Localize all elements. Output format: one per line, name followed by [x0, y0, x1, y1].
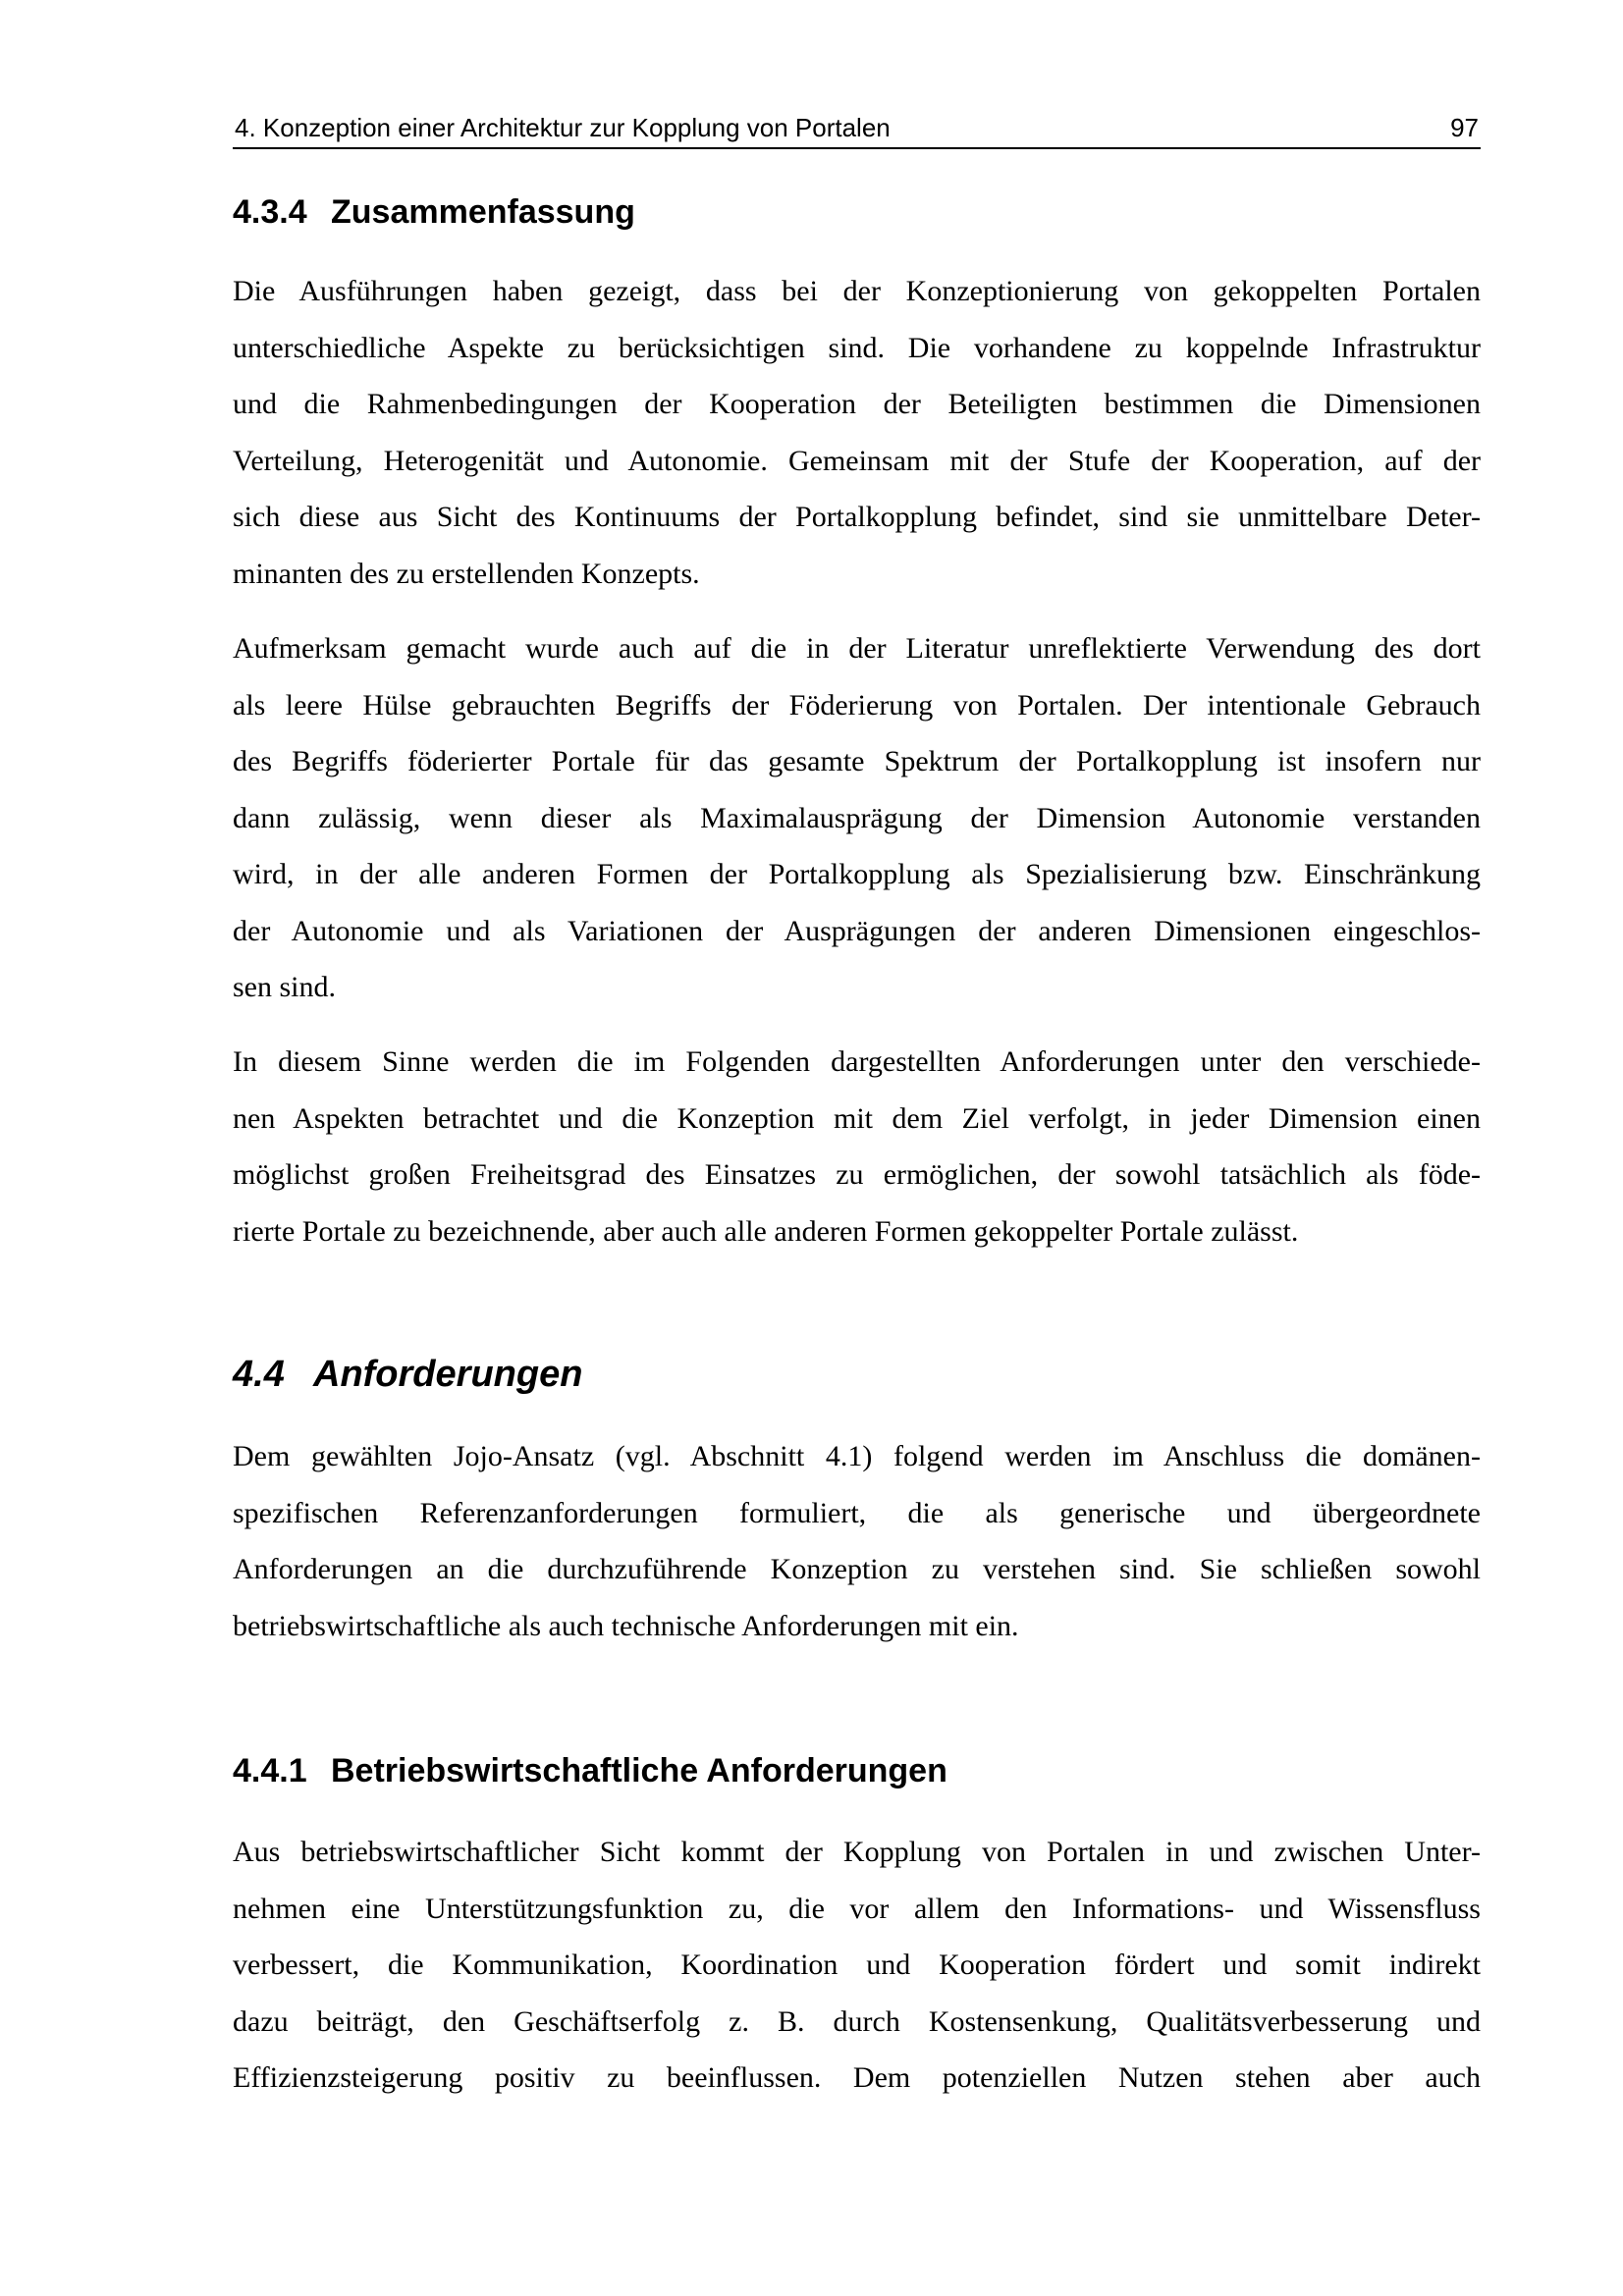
text-line: und die Rahmenbedingungen der Kooperation der Beteiligten bestimmen die Dimensionen [233, 388, 1481, 420]
text-line: nen Aspekten betrachtet und die Konzeption mit dem Ziel verfolgt, in jeder Dimension einen [233, 1101, 1481, 1135]
text-line: des Begriffs föderierter Portale für das gesamte Spektrum der Portalkopplung ist insofern nur [233, 745, 1481, 777]
heading-number: 4.4.1 [233, 1752, 307, 1789]
paragraph-summary-1 [233, 263, 1481, 602]
text-line: sen sind. [233, 971, 336, 1003]
text-line: Verteilung, Heterogenität und Autonomie. Gemeinsam mit der Stufe der Kooperation, auf der [233, 444, 1481, 477]
paragraph-business-requirements [233, 1824, 1481, 2107]
text-line: der Autonomie und als Variationen der Ausprägungen der anderen Dimensionen eingeschlos- [233, 914, 1481, 947]
heading-title: Zusammenfassung [331, 193, 635, 231]
text-line: nehmen eine Unterstützungsfunktion zu, die vor allem den Informations- und Wissensfluss [233, 1892, 1481, 1925]
text-line: wird, in der alle anderen Formen der Portalkopplung als Spezialisierung bzw. Einschränkung [233, 858, 1481, 890]
text-line: sich diese aus Sicht des Kontinuums der Portalkopplung befindet, sind sie unmittelbare Deter- [233, 501, 1481, 533]
text-line: Aufmerksam gemacht wurde auch auf die in der Literatur unreflektierte Verwendung des dort [233, 632, 1481, 665]
chapter-title: 4. Konzeption einer Architektur zur Kopplung von Portalen [235, 113, 891, 142]
heading-title: Anforderungen [313, 1354, 583, 1395]
heading-number: 4.3.4 [233, 193, 307, 231]
text-line: Effizienzsteigerung positiv zu beeinflussen. Dem potenziellen Nutzen stehen aber auch [233, 2061, 1481, 2094]
text-line: verbessert, die Kommunikation, Koordination und Kooperation fördert und somit indirekt [233, 1949, 1481, 1981]
text-line: spezifischen Referenzanforderungen formuliert, die als generische und übergeordnete [233, 1496, 1481, 1529]
text-line: Aus betriebswirtschaftlicher Sicht kommt der Kopplung von Portalen in und zwischen Unter- [233, 1836, 1481, 1868]
heading-title: Betriebswirtschaftliche Anforderungen [331, 1752, 947, 1789]
text-line: möglichst großen Freiheitsgrad des Einsatzes zu ermöglichen, der sowohl tatsächlich als föde- [233, 1158, 1481, 1191]
text-line: rierte Portale zu bezeichnende, aber auch alle anderen Formen gekoppelter Portale zulässt. [233, 1214, 1299, 1248]
heading-4-4 [233, 1353, 582, 1396]
text-line: betriebswirtschaftliche als auch technische Anforderungen mit ein. [233, 1609, 1019, 1642]
text-line: minanten des zu erstellenden Konzepts. [233, 557, 700, 590]
text-line: Dem gewählten Jojo-Ansatz (vgl. Abschnitt 4.1) folgend werden im Anschluss die domänen- [233, 1440, 1481, 1472]
heading-4-4-1 [233, 1751, 947, 1790]
heading-number: 4.4 [233, 1354, 285, 1395]
page-number: 97 [1450, 113, 1479, 142]
text-line: dann zulässig, wenn dieser als Maximalausprägung der Dimension Autonomie verstanden [233, 801, 1481, 834]
text-line: Anforderungen an die durchzuführende Konzeption zu verstehen sind. Sie schließen sowohl [233, 1553, 1481, 1585]
heading-4-3-4 [233, 192, 635, 232]
text-line: In diesem Sinne werden die im Folgenden dargestellten Anforderungen unter den verschiede- [233, 1045, 1481, 1078]
paragraph-summary-3 [233, 1034, 1481, 1259]
paragraph-summary-2 [233, 620, 1481, 1016]
text-line: unterschiedliche Aspekte zu berücksichtigen sind. Die vorhandene zu koppelnde Infrastruktur [233, 331, 1481, 364]
running-header [233, 110, 1481, 149]
text-line: dazu beiträgt, den Geschäftserfolg z. B. durch Kostensenkung, Qualitätsverbesserung und [233, 2004, 1481, 2038]
text-line: als leere Hülse gebrauchten Begriffs der Föderierung von Portalen. Der intentionale Gebrauch [233, 688, 1481, 721]
text-line: Die Ausführungen haben gezeigt, dass bei der Konzeptionierung von gekoppelten Portalen [233, 275, 1481, 307]
paragraph-requirements [233, 1428, 1481, 1654]
